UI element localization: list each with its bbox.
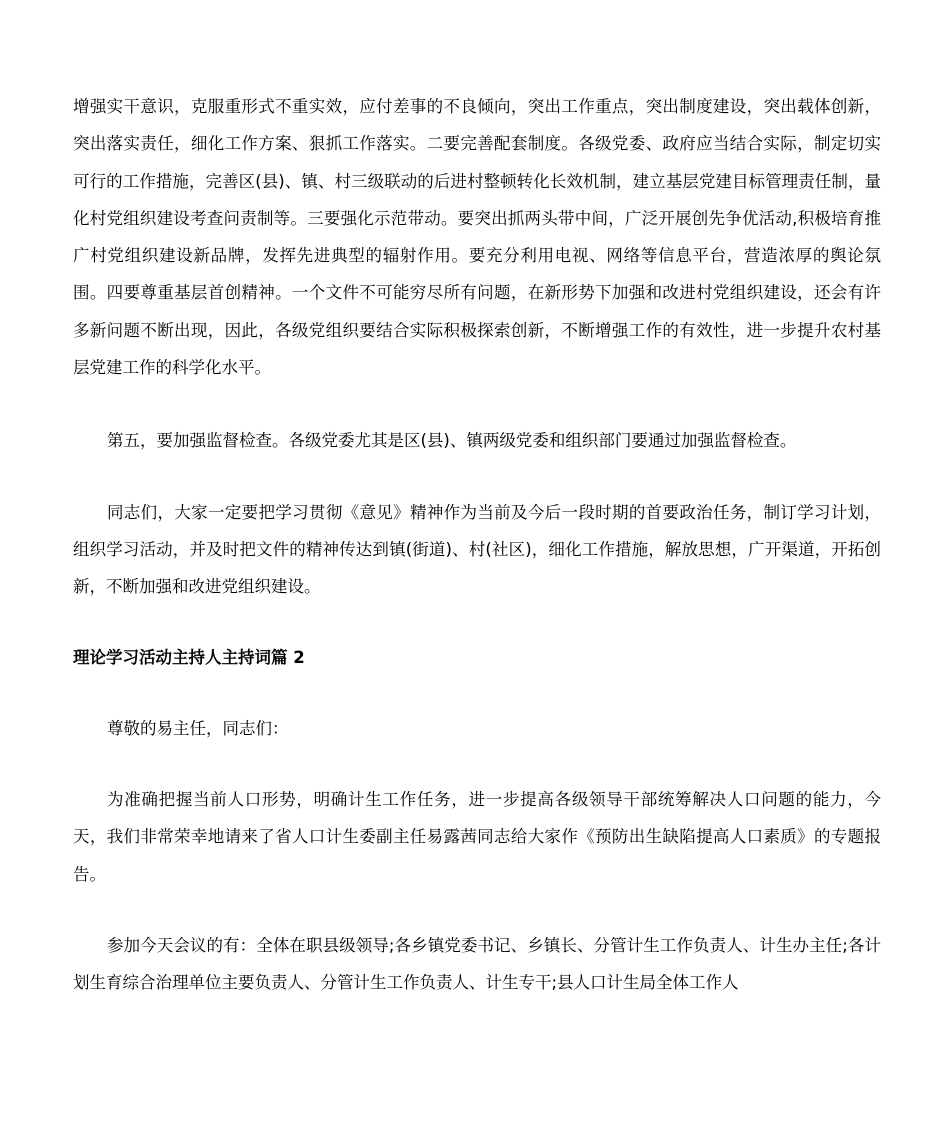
body-paragraph-1: 增强实干意识，克服重形式不重实效，应付差事的不良倾向，突出工作重点，突出制度建设，突出载体创新，突出落实责任，细化工作方案、狠抓工作落实。二要完善配套制度。各级党委、政府应当结合实际，制定切实可行的工作措施，完善区(县)、镇、村三级联动的后进村整顿转化长效机制，建立基层党建目标管理责任制，量化村党组织建设考查问责制等。三要强化示范带动。要突出抓两头带中间，广泛开展创先争优活动,积极培育推广村党组织建设新品牌，发挥先进典型的辐射作用。要充分利用电视、网络等信息平台，营造浓厚的舆论氛围。四要尊重基层首创精神。一个文件不可能穷尽所有问题，在新形势下加强和改进村党组织建设，还会有许多新问题不断出现，因此，各级党组织要结合实际积极探索创新，不断增强工作的有效性，进一步提升农村基层党建工作的科学化水平。 [73, 97, 881, 378]
body-paragraph-intro: 为准确把握当前人口形势，明确计生工作任务，进一步提高各级领导干部统筹解决人口问题的能力，今天，我们非常荣幸地请来了省人口计生委副主任易露茜同志给大家作《预防出生缺陷提高人口素质》的专题报告。 [73, 790, 881, 884]
body-paragraph-supervision: 第五，要加强监督检查。各级党委尤其是区(县)、镇两级党委和组织部门要通过加强监督检查。 [107, 431, 797, 451]
body-paragraph-attendees: 参加今天会议的有：全体在职县级领导;各乡镇党委书记、乡镇长、分管计生工作负责人、计生办主任;各计划生育综合治理单位主要负责人、分管计生工作负责人、计生专干;县人口计生局全体工作人 [73, 936, 881, 993]
document-page [73, 88, 881, 1002]
section-heading: 理论学习活动主持人主持词篇 2 [73, 647, 305, 667]
salutation: 尊敬的易主任，同志们： [107, 718, 289, 738]
body-paragraph-closing: 同志们，大家一定要把学习贯彻《意见》精神作为当前及今后一段时期的首要政治任务，制订学习计划，组织学习活动，并及时把文件的精神传达到镇(街道)、村(社区)，细化工作措施，解放思想，广开渠道，开拓创新，不断加强和改进党组织建设。 [73, 502, 881, 597]
